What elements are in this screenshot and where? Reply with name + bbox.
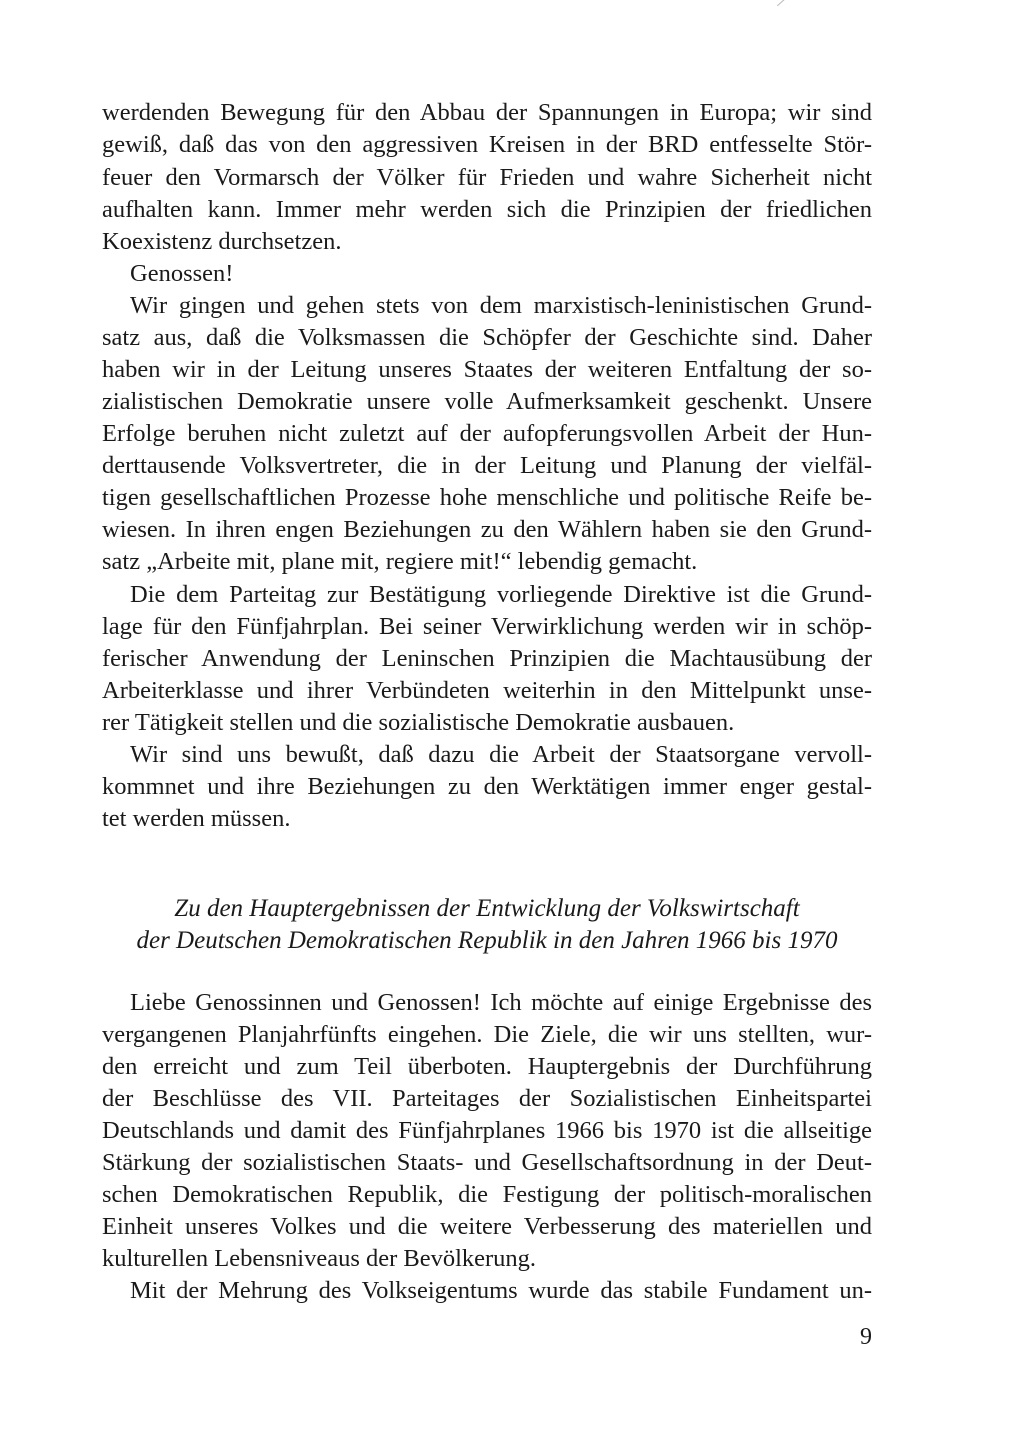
text-line: Liebe Genossinnen und Genossen! Ich möchte auf einige Ergebnisse des	[130, 989, 872, 1016]
text-line: tet werden müssen.	[102, 805, 291, 832]
text-line: vergangenen Planjahrfünfts eingehen. Die Ziele, die wir uns stellten, wur-	[102, 1021, 872, 1048]
text-line: Arbeiterklasse und ihrer Verbündeten weiterhin in den Mittelpunkt unse-	[102, 677, 872, 704]
heading-line: Zu den Hauptergebnissen der Entwicklung der Volkswirtschaft	[174, 895, 800, 922]
text-line: Erfolge beruhen nicht zuletzt auf der aufopferungsvollen Arbeit der Hun-	[102, 420, 872, 447]
text-line: ferischer Anwendung der Leninschen Prinzipien die Machtausübung der	[102, 645, 872, 672]
heading-line: der Deutschen Demokratischen Republik in den Jahren 1966 bis 1970	[136, 927, 838, 954]
text-line: feuer den Vormarsch der Völker für Frieden und wahre Sicherheit nicht	[102, 164, 872, 191]
text-line: den erreicht und zum Teil überboten. Hauptergebnis der Durchführung	[102, 1053, 872, 1080]
text-line: Mit der Mehrung des Volkseigentums wurde das stabile Fundament un-	[130, 1277, 872, 1304]
text-line: haben wir in der Leitung unseres Staates der weiteren Entfaltung der so-	[102, 356, 872, 383]
text-line: tigen gesellschaftlichen Prozesse hohe menschliche und politische Reife be-	[102, 484, 872, 511]
scan-artifact	[777, 0, 785, 6]
text-line: gewiß, daß das von den aggressiven Kreisen in der BRD entfesselte Stör-	[102, 131, 872, 158]
text-line: der Beschlüsse des VII. Parteitages der Sozialistischen Einheitspartei	[102, 1085, 872, 1112]
text-line: Wir gingen und gehen stets von dem marxistisch-leninistischen Grund-	[130, 292, 872, 319]
text-line: derttausende Volksvertreter, die in der Leitung und Planung der vielfäl-	[102, 452, 872, 479]
text-line: lage für den Fünfjahrplan. Bei seiner Verwirklichung werden wir in schöp-	[102, 613, 872, 640]
page-number: 9	[860, 1324, 872, 1350]
text-line: Koexistenz durchsetzen.	[102, 228, 342, 255]
text-line: zialistischen Demokratie unsere volle Aufmerksamkeit geschenkt. Unsere	[102, 388, 872, 415]
text-line: wiesen. In ihren engen Beziehungen zu den Wählern haben sie den Grund-	[102, 516, 872, 543]
text-line: Stärkung der sozialistischen Staats- und Gesellschaftsordnung in der Deut-	[102, 1149, 872, 1176]
text-line: kommnet und ihre Beziehungen zu den Werktätigen immer enger gestal-	[102, 773, 872, 800]
text-line: Genossen!	[130, 260, 234, 287]
text-line: Deutschlands und damit des Fünfjahrplanes 1966 bis 1970 ist die allseitige	[102, 1117, 872, 1144]
text-line: satz aus, daß die Volksmassen die Schöpfer der Geschichte sind. Daher	[102, 324, 872, 351]
text-line: werdenden Bewegung für den Abbau der Spannungen in Europa; wir sind	[102, 99, 872, 126]
text-line: satz „Arbeite mit, plane mit, regiere mit!“ lebendig gemacht.	[102, 548, 698, 575]
text-line: kulturellen Lebensniveaus der Bevölkerung.	[102, 1245, 537, 1272]
text-line: Einheit unseres Volkes und die weitere Verbesserung des materiellen und	[102, 1213, 872, 1240]
text-line: schen Demokratischen Republik, die Festigung der politisch-moralischen	[102, 1181, 872, 1208]
text-line: rer Tätigkeit stellen und die sozialistische Demokratie ausbauen.	[102, 709, 735, 736]
text-line: Wir sind uns bewußt, daß dazu die Arbeit der Staatsorgane vervoll-	[130, 741, 872, 768]
text-line: aufhalten kann. Immer mehr werden sich die Prinzipien der friedlichen	[102, 196, 872, 223]
text-line: Die dem Parteitag zur Bestätigung vorliegende Direktive ist die Grund-	[130, 581, 872, 608]
